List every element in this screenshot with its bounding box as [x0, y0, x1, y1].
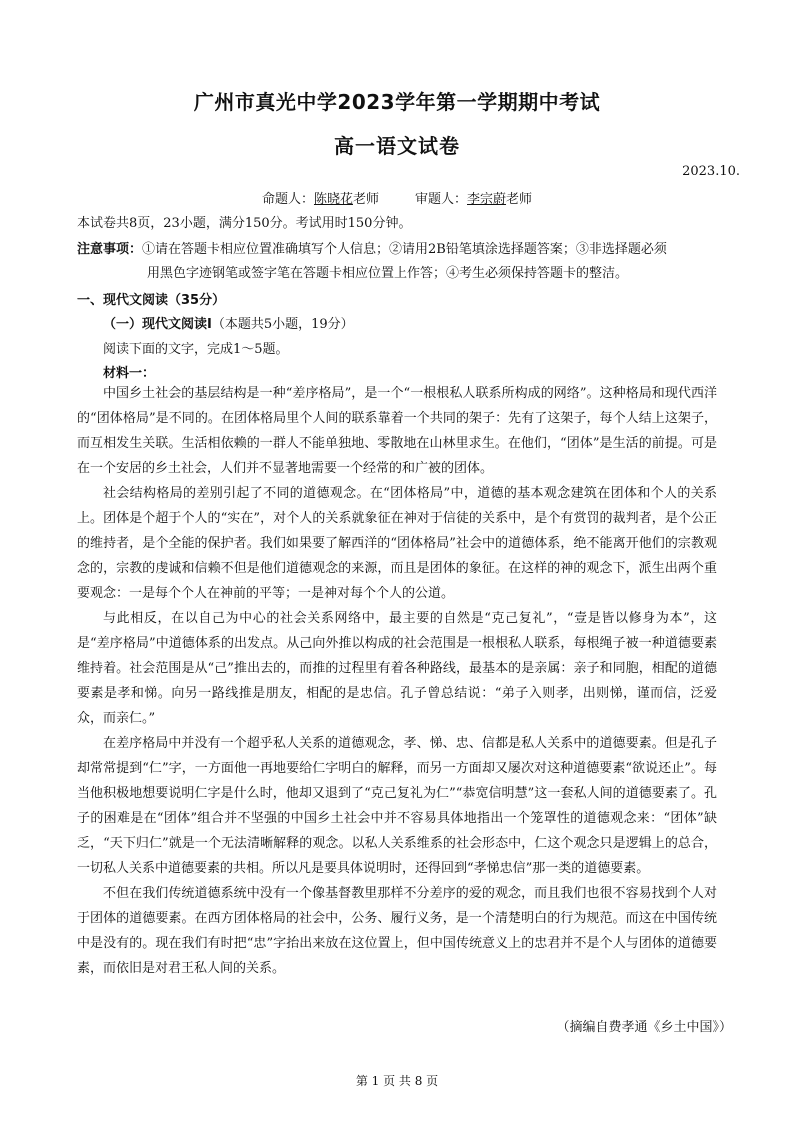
notice-line-2: 用黑色字迹钢笔或签字笔在答题卡相应位置上作答；④考生必须保持答题卡的整洁。 — [147, 266, 629, 281]
paragraph: 社会结构格局的差别引起了不同的道德观念。在“团体格局”中，道德的基本观念建筑在团体和个人的关系上。团体是个超于个人的“实在”，对个人的关系就象征在神对于信徒的关系中，是个有赏罚的裁判者，是个公正的维持者，是个全能的保护者。我们如果要了解西洋的“团体格局”社会中的道德体系，绝不能离开他们的宗教观念的，宗教的虔诚和信赖不但是他们道德观念的来源，而且是团体的象征。在这样的神的观念下，派生出两个重要观念：一是每个个人在神前的平等；一是神对每个个人的公道。 — [77, 486, 717, 601]
notice-block — [77, 238, 725, 286]
paragraph: 与此相反，在以自己为中心的社会关系网络中，最主要的自然是“克己复礼”，“壹是皆以修身为本”，这是“差序格局”中道德体系的出发点。从己向外推以构成的社会范围是一根根私人联系，每根绳子被一种道德要素维持着。社会范围是从“己”推出去的，而推的过程里有着各种路线，最基本的是亲属：亲子和同胞，相配的道德要素是孝和悌。向另一路线推是朋友，相配的是忠信。孔子曾总结说：“弟子入则孝，出则悌，谨而信，泛爱众，而亲仁。” — [77, 611, 717, 726]
sub-section-note: （本题共5小题，19分） — [211, 317, 354, 332]
notice-label: 注意事项： — [77, 242, 143, 257]
reviewer-name: 李宗蔚 — [467, 192, 507, 207]
exam-info: 本试卷共8页，23小题，满分150分。考试用时150分钟。 — [77, 216, 412, 231]
paragraph: 不但在我们传统道德系统中没有一个像基督教里那样不分差序的爱的观念，而且我们也很不容易找到个人对于团体的道德要素。在西方团体格局的社会中，公务、履行义务，是一个清楚明白的行为规范。而这在中国传统中是没有的。现在我们有时把“忠”字抬出来放在这位置上，但中国传统意义上的忠君并不是个人与团体的道德要素，而依旧是对君王私人间的关系。 — [77, 886, 717, 976]
setter-label: 命题人： — [261, 192, 314, 207]
paragraph: 中国乡土社会的基层结构是一种“差序格局”，是一个“一根根私人联系所构成的网络”。这种格局和现代西洋的“团体格局”是不同的。在团体格局里个人间的联系靠着一个共同的架子：先有了这架子，每个人结上这架子，而互相发生关联。生活相依赖的一群人不能单独地、零散地在山林里求生。在他们，“团体”是生活的前提。可是在一个安居的乡土社会，人们并不显著地需要一个经常的和广被的团体。 — [77, 386, 717, 476]
page-footer: 第 1 页 共 8 页 — [355, 1074, 439, 1088]
exam-subtitle: 高一语文试卷 — [334, 134, 460, 158]
reviewer-suffix: 老师 — [506, 192, 533, 207]
paragraph: 在差序格局中并没有一个超乎私人关系的道德观念，孝、悌、忠、信都是私人关系中的道德要素。但是孔子却常常提到“仁”字，一方面他一再地要给仁字明白的解释，而另一方面却又屡次对这种道德要素“欲说还止”。每当他积极地想要说明仁字是什么时，他却又退到了“克己复礼为仁”“恭宽信明慧”这一套私人间的道德要素了。孔子的困难是在“团体”组合并不坚强的中国乡土社会中并不容易具体地指出一个笼罩性的道德观念来：“团体”缺乏，“天下归仁”就是一个无法清晰解释的观念。以私人关系维系的社会形态中，仁这个观念只是逻辑上的总合，一切私人关系中道德要素的共相。所以凡是要具体说明时，还得回到“孝悌忠信”那一类的道德要素。 — [77, 736, 717, 876]
reading-instruction: 阅读下面的文字，完成1～5题。 — [103, 342, 289, 357]
authors-line — [0, 188, 794, 207]
exam-date: 2023.10. — [682, 164, 740, 179]
material-text — [77, 381, 717, 981]
notice-line-1: ①请在答题卡相应位置准确填写个人信息；②请用2B铅笔填涂选择题答案；③非选择题必须 — [142, 242, 667, 257]
section-heading: 一、现代文阅读（35分） — [77, 293, 226, 308]
source-citation: （摘编自费孝通《乡土中国》） — [556, 1020, 732, 1035]
exam-title: 广州市真光中学2023学年第一学期期中考试 — [193, 90, 601, 114]
setter-name: 陈晓花 — [313, 192, 353, 207]
material-label: 材料一： — [103, 366, 156, 381]
setter-suffix: 老师 — [352, 192, 379, 207]
sub-section-title: （一）现代文阅读Ⅰ — [103, 317, 212, 332]
sub-section-heading — [103, 313, 354, 332]
reviewer-label: 审题人： — [415, 192, 468, 207]
